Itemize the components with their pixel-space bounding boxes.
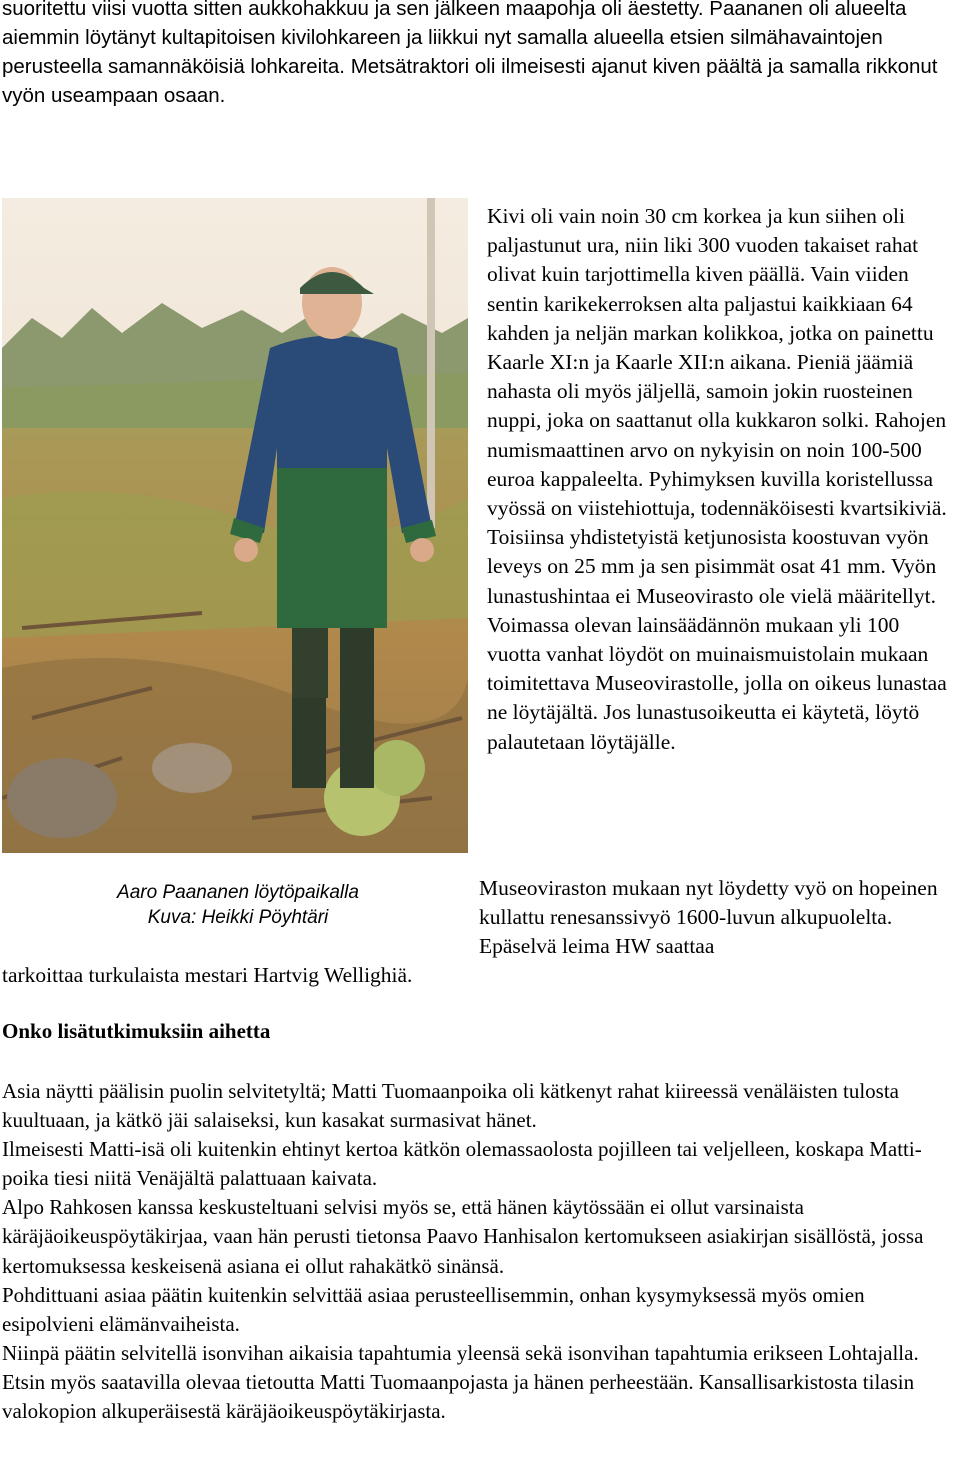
body-paragraph: Pohdittuani asiaa päätin kuitenkin selvittää asiaa perusteellisemmin, onhan kysymyksessä myös omien esipolvieni elämänvaiheista. <box>2 1282 865 1336</box>
body-paragraph: Alpo Rahkosen kanssa keskusteltuani selvisi myös se, että hänen käytössään ei ollut varsinaista käräjäoikeuspöytäkirjaa, vaan hän perusti tietonsa Paavo Hanhisalon kertomukseen asiakirjan sisällöstä, jossa kertomuksessa keskeisenä asiana ei ollut rahakätkö sinänsä. <box>2 1195 924 1278</box>
body-text <box>2 1077 958 1426</box>
photo-man-at-find-site <box>2 198 468 853</box>
body-paragraph: Ilmeisesti Matti-isä oli kuitenkin ehtinyt kertoa kätkön olemassaolosta pojilleen tai veljelleen, koskapa Matti-poika tiesi niitä Venäjältä palattuaan kaivata. <box>2 1137 922 1191</box>
caption-credit: Kuva: Heikki Pöyhtäri <box>147 907 329 928</box>
side-column-text-upper: Kivi oli vain noin 30 cm korkea ja kun siihen oli paljastunut ura, niin liki 300 vuoden takaiset rahat olivat kuin tarjottimella kiven päällä. Vain viiden sentin karikekerroksen alta paljastui kaikkiaan 64 kahden ja neljän markan kolikkoa, jotka on painettu Kaarle XI:n ja Kaarle XII:n aikana. Pieniä jäämiä nahasta oli myös jäljellä, samoin jokin ruosteinen nuppi, joka on saattanut olla kukkaron solki. Rahojen numismaattinen arvo on nykyisin on noin 100-500 euroa kappaleelta. Pyhimyksen kuvilla koristellussa vyössä on viistehiottuja, todennäköisesti kvartsikiviä. Toisiinsa yhdistetyistä ketjunosista koostuvan vyön leveys on 25 mm ja sen pisimmät osat 41 mm. Vyön lunastushintaa ei Museovirasto ole vielä määritellyt. Voimassa olevan lainsäädännön mukaan yli 100 vuotta vanhat löydöt on muinaismuistolain mukaan toimitettava Museovirastolle, jolla on oikeus lunastaa ne löytäjältä. Jos lunastusoikeutta ei käytetä, löytö palautetaan löytäjälle. <box>487 204 947 754</box>
photo-caption <box>2 880 474 930</box>
intro-paragraph: suoritettu viisi vuotta sitten aukkohakkuu ja sen jälkeen maapohja oli äestetty. Paananen oli alueelta aiemmin löytänyt kultapitoisen kivilohkareen ja liikkui nyt samalla alueella etsien silmähavaintojen perusteella samannäköisiä lohkareita. Metsätraktori oli ilmeisesti ajanut kiven päältä ja samalla rikkonut vyön useampaan osaan. <box>2 0 938 107</box>
side-column-text-lower: Museoviraston mukaan nyt löydetty vyö on hopeinen kullattu renesanssivyö 1600-luvun alkupuolelta. Epäselvä leima HW saattaa <box>479 876 938 959</box>
body-paragraph: Niinpä päätin selvitellä isonvihan aikaisia tapahtumia yleensä sekä isonvihan tapahtumia erikseen Lohtajalla. Etsin myös saatavilla olevaa tietoutta Matti Tuomaanpojasta ja hänen perheestään. Kansallisarkistosta tilasin valokopion alkuperäisestä käräjäoikeuspöytäkirjasta. <box>2 1340 919 1424</box>
wrapped-text-continuation: tarkoittaa turkulaista mestari Hartvig Wellighiä. <box>2 963 413 987</box>
section-heading: Onko lisätutkimuksiin aihetta <box>2 1019 271 1043</box>
caption-subject: Aaro Paananen löytöpaikalla <box>117 882 359 903</box>
body-paragraph: Asia näytti päälisin puolin selvitetyltä; Matti Tuomaanpoika oli kätkenyt rahat kiireessä venäläisten tulosta kuultuaan, ja kätkö jäi salaiseksi, kun kasakat surmasivat hänet. <box>2 1079 899 1133</box>
